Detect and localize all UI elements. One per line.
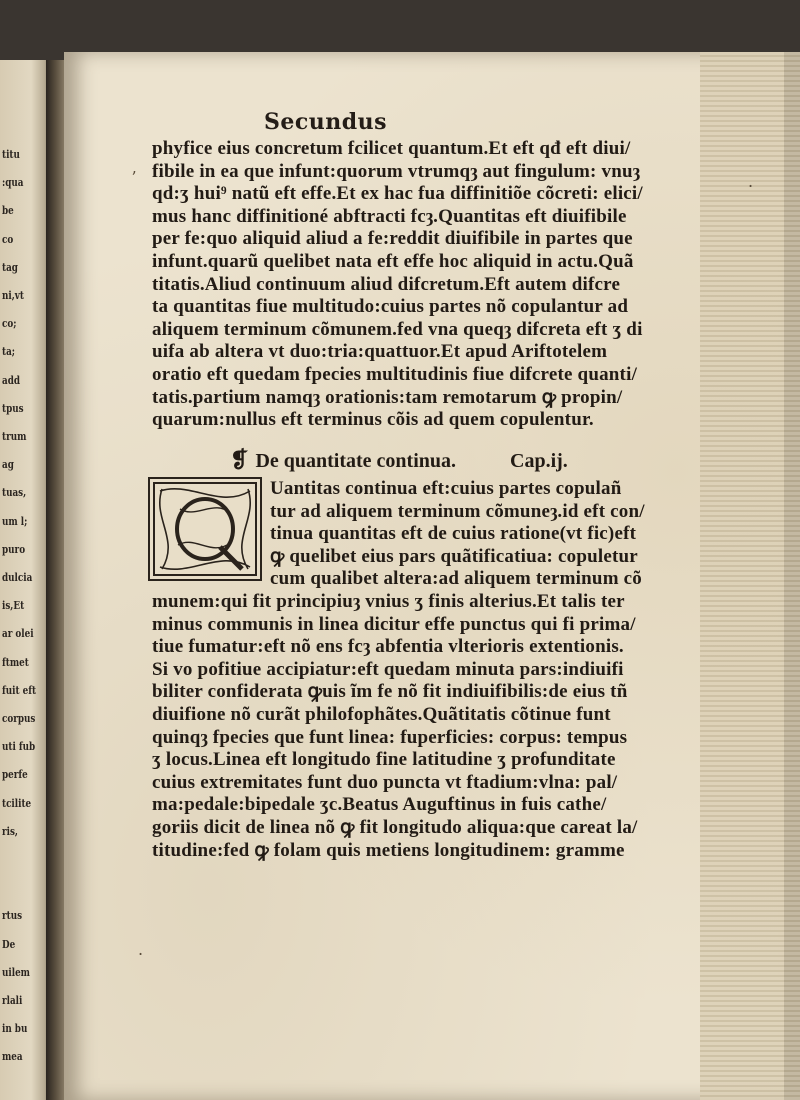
- text-line: biliter confiderata ꝙuis ĩm fe nõ fit indiuifibilis:de eius tñ: [152, 681, 628, 703]
- left-page-fragment: ftmet: [2, 655, 29, 669]
- text-line: munem:qui fit principiuȝ vnius ʒ finis alterius.Et talis ter: [152, 590, 625, 612]
- text-line: infunt.quarũ quelibet nata eft effe hoc aliquid in actu.Quã: [152, 250, 634, 272]
- left-page-fragment: tcilite: [2, 796, 32, 810]
- left-page-fragment: co: [2, 232, 14, 246]
- text-line: cum qualibet altera:ad aliquem terminum cõ: [270, 568, 643, 590]
- text-line: quarum:nullus eft terminus cõis ad quem copulentur.: [152, 409, 594, 431]
- left-page-fragment: uti fub: [2, 740, 36, 754]
- left-page-fragment: tuas,: [2, 486, 27, 500]
- text-line: diuifione nõ curãt philofophãtes.Quãtitatis cõtinue funt: [152, 703, 611, 725]
- left-page-fragment: De: [2, 937, 16, 951]
- text-line: mus hanc diffinitioné abftracti fcȝ.Quantitas eft diuifibile: [152, 205, 627, 227]
- left-facing-page: [0, 60, 52, 1100]
- paragraph-2: [152, 478, 742, 862]
- text-line: tatis.partium namqȝ orationis:tam remotarum ꝙ propin/: [152, 386, 623, 408]
- left-page-fragment: rlali: [2, 994, 23, 1007]
- left-page-fragment: titu: [2, 148, 20, 161]
- chapter-number: Cap.ij.: [510, 450, 568, 472]
- margin-mark: .: [138, 940, 144, 959]
- text-line: Uantitas continua eft:cuius partes copulañ: [270, 478, 622, 499]
- left-page-fragment: ag: [2, 458, 14, 472]
- left-page-fragment: corpus: [2, 712, 36, 725]
- left-page-fragment: dulcia: [2, 571, 33, 584]
- chapter-title: De quantitate continua.: [255, 450, 457, 472]
- left-page-fragment: :qua: [2, 176, 24, 190]
- text-line: goriis dicit de linea nõ ꝙ fit longitudo aliqua:que careat la/: [152, 816, 638, 838]
- left-page-fragment: ta;: [2, 345, 16, 359]
- text-line: tiue fumatur:eft nõ ens fcȝ abfentia vlterioris extentionis.: [152, 636, 624, 658]
- text-line: fibile in ea que infunt:quorum vtrumqȝ aut fingulum: vnuȝ: [152, 160, 641, 182]
- text-line: per fe:quo aliquid aliud a fe:reddit diuifibile in partes que: [152, 228, 633, 250]
- left-page-fragment: in bu: [2, 1022, 28, 1036]
- text-line: phyfice eius concretum fcilicet quantum.Et eft qđ eft diui/: [152, 138, 631, 159]
- text-line: uifa ab altera vt duo:tria:quattuor.Et apud Ariftotelem: [152, 341, 608, 363]
- left-page-fragment: ar olei: [2, 627, 34, 641]
- text-line: quinqȝ fpecies que funt linea: fuperficies: corpus: tempus: [152, 726, 628, 748]
- left-page-fragment: trum: [2, 430, 27, 443]
- left-page-fragment: uilem: [2, 965, 30, 979]
- text-line: titudine:fed ꝙ folam quis metiens longitudinem: gramme: [152, 839, 625, 861]
- pilcrow-icon: ❡: [230, 447, 249, 472]
- text-line: ʒ locus.Linea eft longitudo fine latitudine ʒ profunditate: [152, 749, 616, 771]
- left-page-fragment: be: [2, 204, 14, 218]
- text-line: tinua quantitas eft de cuius ratione(vt fic)eft: [270, 523, 637, 545]
- margin-mark: ʼ: [131, 168, 137, 187]
- left-page-fragment: add: [2, 373, 21, 387]
- text-line: cuius extremitates funt duo puncta vt ftadium:vlna: pal/: [152, 771, 618, 793]
- text-line: titatis.Aliud continuum aliud difcretum.Eft autem difcre: [152, 273, 621, 295]
- margin-mark: .: [748, 172, 754, 191]
- text-line: Si vo pofitiue accipiatur:eft quedam minuta pars:indiuifi: [152, 658, 624, 680]
- left-page-fragment: tag: [2, 260, 18, 274]
- left-page-fragment: mea: [2, 1050, 23, 1064]
- text-line: qd:ʒ hui⁹ natũ eft effe.Et ex hac fua diffinitiõe cõcreti: elici/: [152, 183, 643, 205]
- left-page-fragment: tpus: [2, 401, 24, 415]
- text-line: ma:pedale:bipedale ʒc.Beatus Auguftinus in fuis cathe/: [152, 794, 607, 816]
- text-line: ta quantitas fiue multitudo:cuius partes nõ copulantur ad: [152, 296, 629, 318]
- left-page-fragment: ni,vt: [2, 289, 24, 302]
- text-line: oratio eft quedam fpecies multitudinis fiue difcrete quanti/: [152, 363, 638, 385]
- chapter-heading: [230, 447, 568, 473]
- left-page-fragment: fuit eft: [2, 683, 37, 697]
- text-line: ꝙ quelibet eius pars quãtificatiua: copuletur: [270, 545, 638, 567]
- left-page-fragment: rtus: [2, 909, 23, 923]
- left-page-fragment: co;: [2, 317, 17, 331]
- left-page-fragment: puro: [2, 542, 26, 556]
- text-line: tur ad aliquem terminum cõmuneȝ.id eft con/: [270, 500, 645, 522]
- paragraph-1: [152, 138, 742, 432]
- text-line: minus communis in linea dicitur effe punctus qui fi prima/: [152, 613, 636, 635]
- left-page-fragment: ris,: [2, 824, 18, 838]
- text-line: aliquem terminum cõmunem.fed vna queqȝ difcreta eft ʒ di: [152, 318, 643, 340]
- running-head: Secundus: [264, 109, 388, 135]
- left-page-fragment: perfe: [2, 768, 28, 782]
- left-page-fragment: um l;: [2, 514, 28, 528]
- left-page-fragment: is,Et: [2, 599, 25, 613]
